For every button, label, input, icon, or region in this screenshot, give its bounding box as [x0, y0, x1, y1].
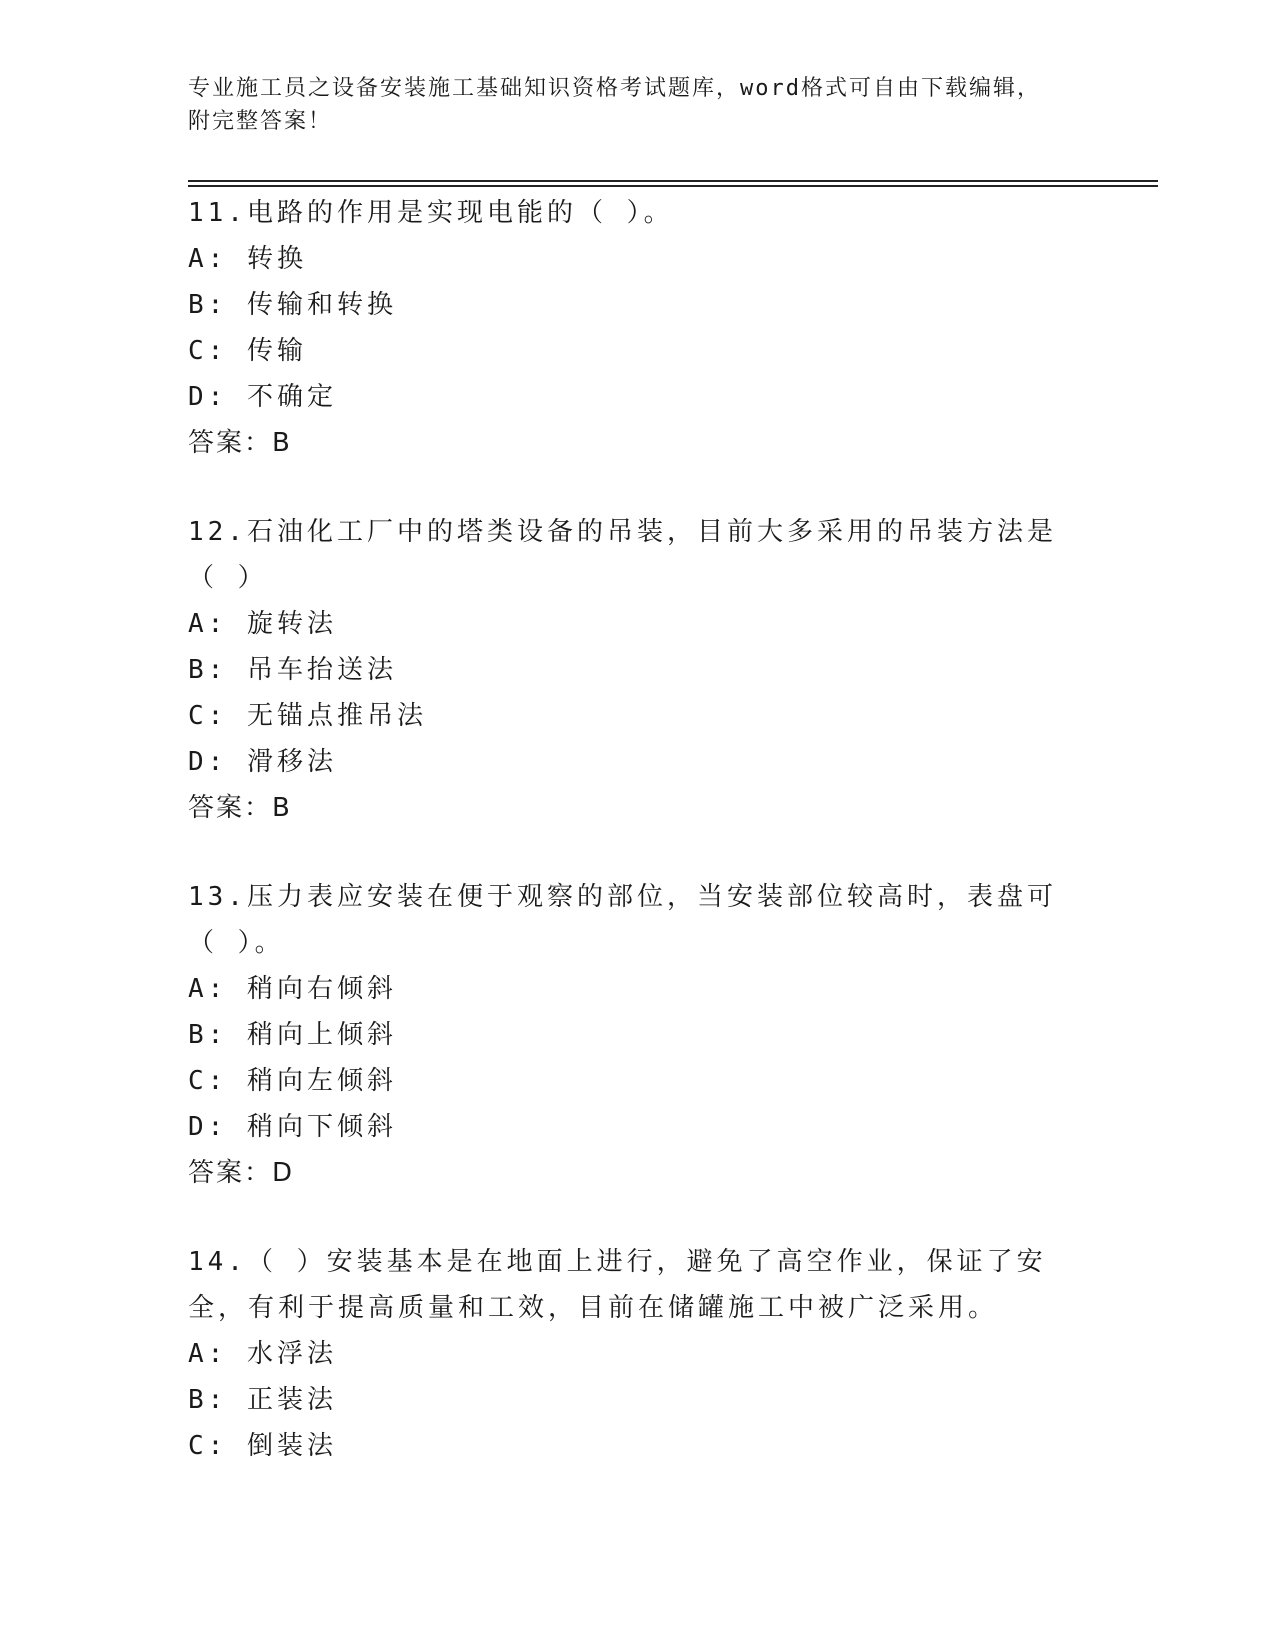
option-a: A: 水浮法 — [188, 1339, 337, 1369]
document-header — [188, 72, 1148, 138]
option-a: A: 旋转法 — [188, 609, 337, 639]
answer: 答案：B — [188, 793, 292, 823]
option-b: B: 稍向上倾斜 — [188, 1020, 397, 1050]
option-b: B: 传输和转换 — [188, 290, 397, 320]
question-stem: 13.压力表应安装在便于观察的部位，当安装部位较高时，表盘可（ ）。 — [188, 882, 1057, 958]
option-b: B: 吊车抬送法 — [188, 655, 397, 685]
option-d: D: 稍向下倾斜 — [188, 1112, 397, 1142]
question-stem: 12.石油化工厂中的塔类设备的吊装，目前大多采用的吊装方法是（ ） — [188, 517, 1057, 593]
question-stem: 14.（ ）安装基本是在地面上进行，避免了高空作业，保证了安全，有利于提高质量和工效，目前在储罐施工中被广泛采用。 — [188, 1247, 1047, 1323]
option-d: D: 不确定 — [188, 382, 337, 412]
option-b: B: 正装法 — [188, 1385, 337, 1415]
header-divider-top — [188, 180, 1158, 182]
option-c: C: 传输 — [188, 336, 307, 366]
answer: 答案：B — [188, 428, 292, 458]
question-14 — [188, 1239, 1068, 1469]
option-a: A: 转换 — [188, 244, 307, 274]
option-d: D: 滑移法 — [188, 747, 337, 777]
answer: 答案：D — [188, 1158, 295, 1188]
question-11 — [188, 190, 1068, 466]
option-a: A: 稍向右倾斜 — [188, 974, 397, 1004]
header-line-1: 专业施工员之设备安装施工基础知识资格考试题库，word格式可自由下载编辑， — [188, 76, 1041, 101]
option-c: C: 无锚点推吊法 — [188, 701, 427, 731]
option-c: C: 稍向左倾斜 — [188, 1066, 397, 1096]
header-divider-bottom — [188, 185, 1158, 187]
question-12 — [188, 509, 1068, 831]
question-13 — [188, 874, 1068, 1196]
question-stem: 11.电路的作用是实现电能的（ ）。 — [188, 198, 674, 228]
option-c: C: 倒装法 — [188, 1431, 337, 1461]
header-line-2: 附完整答案！ — [188, 109, 333, 134]
question-list — [188, 190, 1068, 1512]
